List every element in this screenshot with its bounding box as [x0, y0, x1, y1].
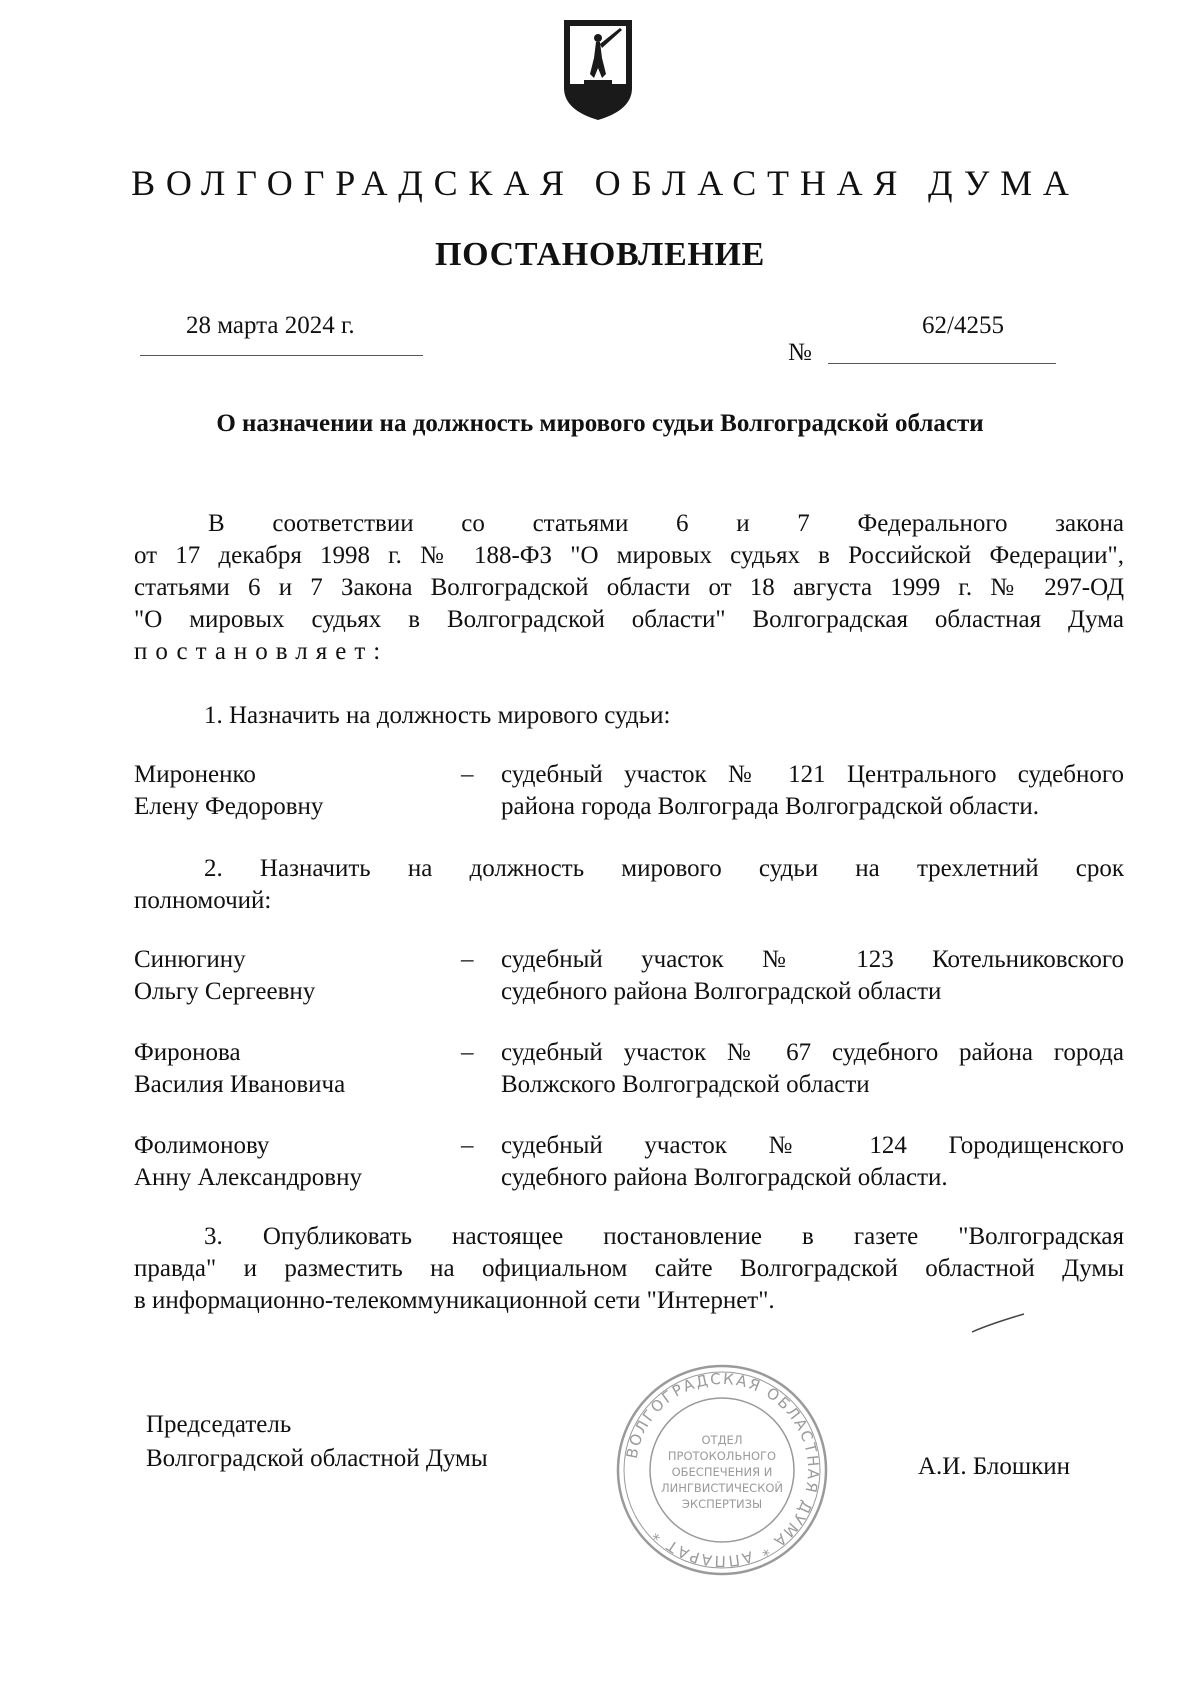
number-underline	[828, 363, 1056, 364]
district-line: судебного района Волгоградской области.	[501, 1164, 948, 1191]
stamp-inner-text: ЛИНГВИСТИЧЕСКОЙ	[660, 1481, 784, 1495]
coat-of-arms-emblem	[562, 18, 634, 122]
preamble-line: статьями 6 и 7 Закона Волгоградской области от 18 августа 1999 г. № 297-ОД	[134, 574, 1124, 601]
document-number: 62/4255	[922, 312, 1004, 339]
stamp-inner-text: ПРОТОКОЛЬНОГО	[667, 1449, 777, 1463]
appointee-given-name: Елену Федоровну	[134, 793, 324, 820]
signatory-name: А.И. Блошкин	[918, 1453, 1071, 1480]
appointee-name	[134, 759, 454, 823]
entry-dash: –	[461, 1132, 474, 1159]
stamp-inner-text: ОБЕСПЕЧЕНИЯ И	[671, 1465, 773, 1479]
appointee-district	[501, 944, 1124, 1008]
preamble-line: "О мировых судьях в Волгоградской области" Волгоградская областная Дума	[134, 606, 1124, 633]
district-line: судебный участок № 124 Городищенского	[501, 1132, 1124, 1159]
appointee-entry	[134, 1130, 1124, 1194]
section-3-paragraph	[134, 1221, 1124, 1317]
preamble-resolves: постановляет:	[134, 638, 389, 665]
appointee-district	[501, 759, 1124, 823]
appointee-given-name: Василия Ивановича	[134, 1071, 346, 1098]
district-line: судебного района Волгоградской области	[501, 978, 942, 1005]
appointee-entry	[134, 1037, 1124, 1101]
appointee-surname: Мироненко	[134, 761, 256, 788]
preamble-line: от 17 декабря 1998 г. № 188-ФЗ "О мировых судьях в Российской Федерации",	[134, 542, 1124, 569]
district-line: района города Волгограда Волгоградской области.	[501, 793, 1039, 820]
appointee-entry	[134, 944, 1124, 1008]
position-organization: Волгоградской областной Думы	[146, 1445, 488, 1472]
official-stamp	[612, 1360, 832, 1580]
document-type-heading: ПОСТАНОВЛЕНИЕ	[434, 236, 766, 273]
appointee-district	[501, 1130, 1124, 1194]
organization-name: ВОЛГОГРАДСКАЯ ОБЛАСТНАЯ ДУМА	[131, 163, 1080, 203]
document-title: О назначении на должность мирового судьи Волгоградской области	[216, 410, 984, 437]
entry-dash: –	[461, 946, 474, 973]
district-line: судебный участок № 123 Котельниковского	[501, 946, 1124, 973]
entry-dash: –	[461, 1039, 474, 1066]
section-3-line: правда" и разместить на официальном сайте Волгоградской областной Думы	[134, 1255, 1124, 1282]
document-date: 28 марта 2024 г.	[186, 312, 355, 339]
appointee-surname: Фиронова	[134, 1039, 241, 1066]
appointee-surname: Синюгину	[134, 946, 246, 973]
position-title: Председатель	[146, 1411, 292, 1438]
date-underline	[140, 355, 423, 356]
preamble-line: В соответствии со статьями 6 и 7 Федерального закона	[208, 510, 1124, 537]
preamble	[134, 508, 1124, 668]
appointee-given-name: Анну Александровну	[134, 1164, 362, 1191]
district-line: судебный участок № 121 Центрального судебного	[501, 761, 1124, 788]
section-3-line: в информационно-телекоммуникационной сети "Интернет".	[134, 1287, 775, 1314]
signatory-position	[146, 1408, 488, 1476]
entry-dash: –	[461, 761, 474, 788]
section-2-heading	[134, 853, 1124, 917]
appointee-given-name: Ольгу Сергеевну	[134, 978, 316, 1005]
number-sign: №	[788, 339, 812, 366]
appointee-name	[134, 1037, 454, 1101]
section-2-heading-line: полномочий:	[134, 887, 272, 914]
appointee-district	[501, 1037, 1124, 1101]
handwritten-signature	[970, 1312, 1026, 1334]
stamp-outer-text: ВОЛГОГРАДСКАЯ ОБЛАСТНАЯ ДУМА * АППАРАТ *	[622, 1369, 823, 1571]
section-3-line: 3. Опубликовать настоящее постановление в газете "Волгоградская	[204, 1223, 1124, 1250]
appointee-surname: Фолимонову	[134, 1132, 270, 1159]
stamp-inner-text: ЭКСПЕРТИЗЫ	[681, 1497, 763, 1511]
appointee-name	[134, 944, 454, 1008]
district-line: Волжского Волгоградской области	[501, 1071, 870, 1098]
section-1-heading: 1. Назначить на должность мирового судьи:	[204, 702, 671, 729]
appointee-name	[134, 1130, 454, 1194]
appointee-entry	[134, 759, 1124, 823]
district-line: судебный участок № 67 судебного района города	[501, 1039, 1124, 1066]
stamp-inner-text: ОТДЕЛ	[701, 1433, 743, 1447]
section-2-heading-line: 2. Назначить на должность мирового судьи на трехлетний срок	[204, 855, 1124, 882]
